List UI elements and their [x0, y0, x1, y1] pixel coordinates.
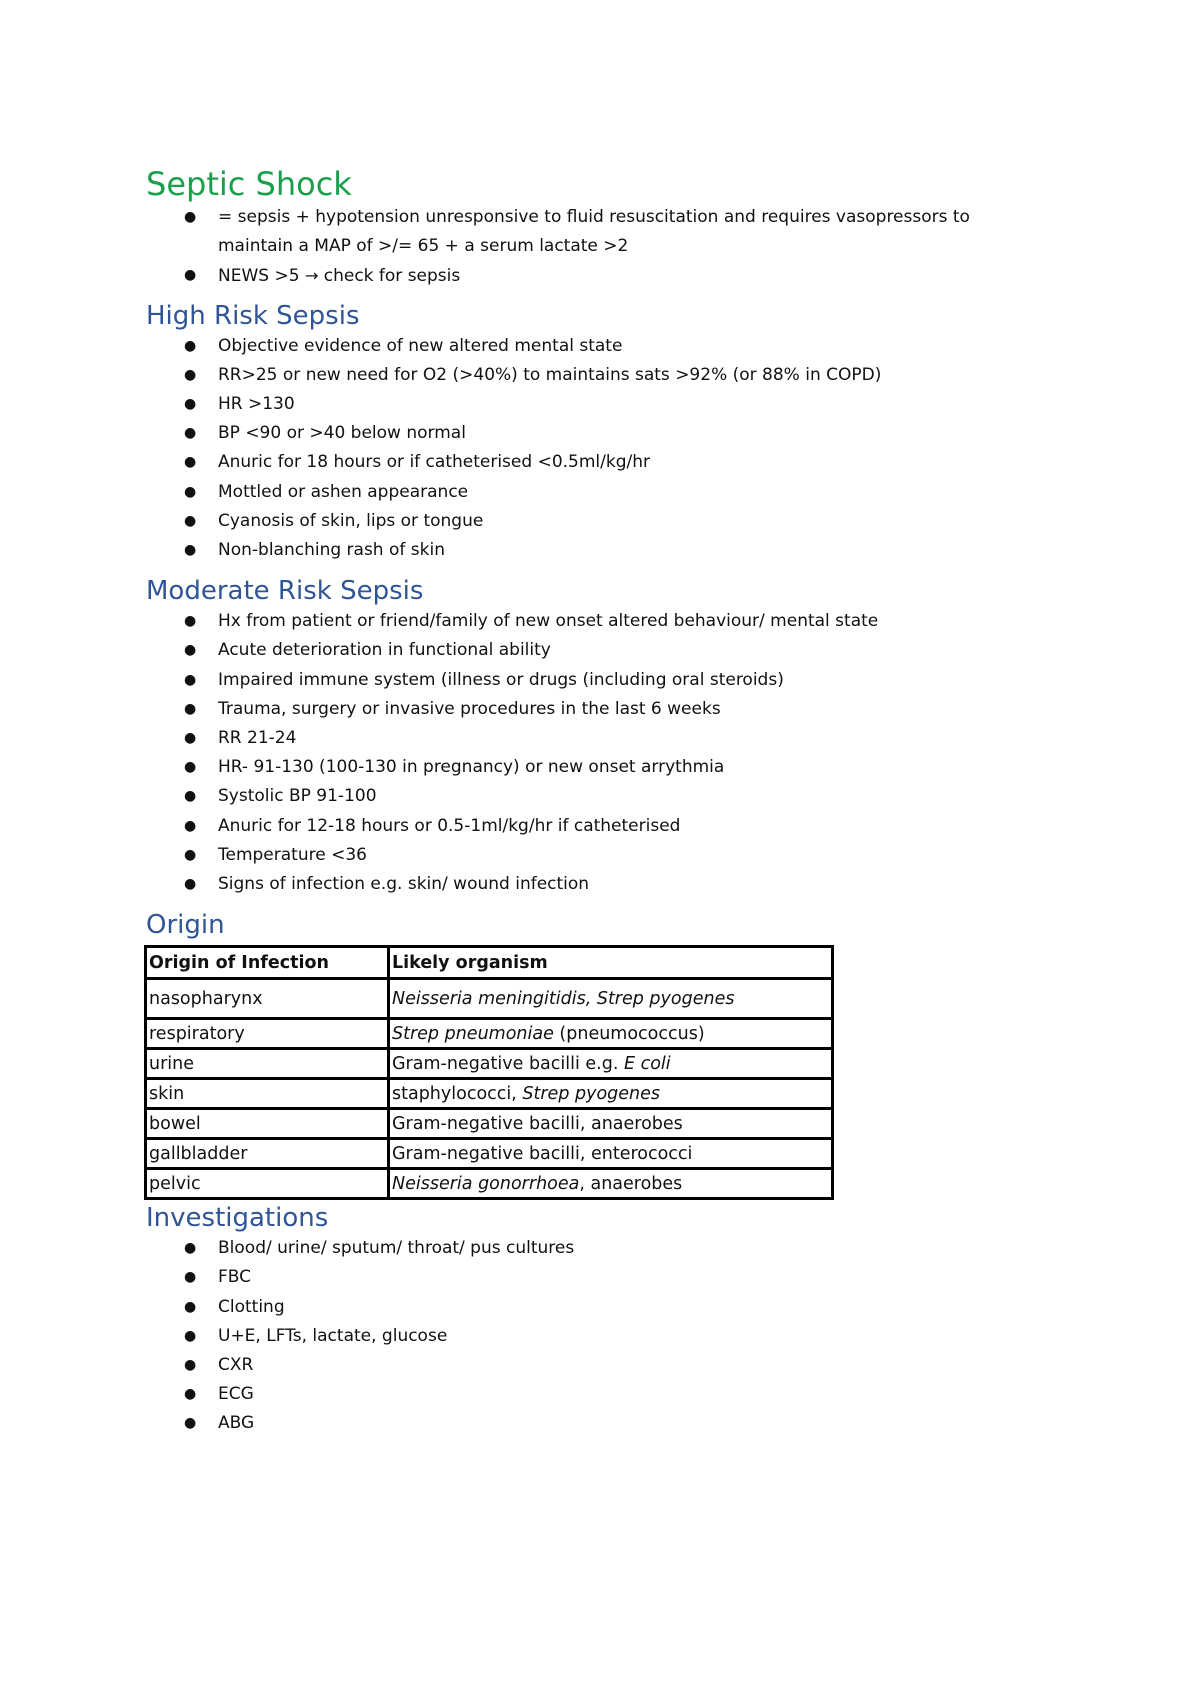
investigations-list: [146, 1234, 1076, 1438]
organism-italic: Strep pneumoniae: [392, 1023, 554, 1044]
list-item-text: Systolic BP 91-100: [218, 786, 377, 807]
list-item-text: U+E, LFTs, lactate, glucose: [218, 1325, 448, 1346]
organism-text: , anaerobes: [579, 1173, 683, 1194]
bullet-icon: ●: [184, 454, 197, 471]
list-item-text: Acute deterioration in functional ability: [218, 640, 551, 661]
origin-cell: bowel: [146, 1109, 389, 1139]
list-item: [146, 1409, 1076, 1438]
bullet-icon: ●: [184, 671, 197, 688]
list-item: [146, 507, 1076, 536]
list-item-text: Hx from patient or friend/family of new onset altered behaviour/ mental state: [218, 611, 879, 632]
list-item-text: CXR: [218, 1355, 254, 1376]
list-item: [146, 536, 1076, 565]
organism-cell: [389, 1169, 833, 1199]
list-item: [146, 1234, 1076, 1263]
organism-cell: [389, 1079, 833, 1109]
list-item: [146, 448, 1076, 477]
table-header-row: [146, 947, 833, 979]
organism-text: Gram-negative bacilli, anaerobes: [392, 1113, 683, 1134]
bullet-icon: ●: [184, 267, 197, 284]
list-item: [146, 361, 1076, 390]
list-item: [146, 1322, 1076, 1351]
list-item: [146, 203, 1076, 232]
list-item: [146, 1293, 1076, 1322]
list-item-text: Clotting: [218, 1296, 285, 1317]
list-item-text: Blood/ urine/ sputum/ throat/ pus cultures: [218, 1238, 575, 1259]
list-item: [146, 695, 1076, 724]
right-arrow-icon: →: [304, 266, 319, 286]
bullet-icon: ●: [184, 1327, 197, 1344]
table-row: [146, 979, 833, 1019]
list-item: [146, 724, 1076, 753]
column-header-organism: Likely organism: [389, 947, 833, 979]
bullet-icon: ●: [184, 817, 197, 834]
list-item: [146, 1351, 1076, 1380]
list-item-text: HR- 91-130 (100-130 in pregnancy) or new onset arrythmia: [218, 757, 725, 778]
list-item-text: = sepsis + hypotension unresponsive to fluid resuscitation and requires vasopressors to: [218, 207, 970, 227]
bullet-icon: ●: [184, 425, 197, 442]
origin-cell: pelvic: [146, 1169, 389, 1199]
list-item-text: maintain a MAP of >/= 65 + a serum lactate >2: [218, 236, 629, 257]
list-item-text: Anuric for 12-18 hours or 0.5-1ml/kg/hr if catheterised: [218, 815, 681, 836]
list-item-continuation: [146, 232, 1076, 261]
origin-cell: urine: [146, 1049, 389, 1079]
organism-italic: Neisseria meningitidis, Strep pyogenes: [392, 988, 735, 1009]
organism-italic: Neisseria gonorrhoea: [392, 1173, 580, 1194]
organism-text: Gram-negative bacilli, enterococci: [392, 1143, 693, 1164]
bullet-icon: ●: [184, 1357, 197, 1374]
organism-text: staphylococci,: [392, 1083, 523, 1104]
list-item-text: Cyanosis of skin, lips or tongue: [218, 510, 484, 531]
list-item: [146, 870, 1076, 899]
section-heading-moderate-risk: Moderate Risk Sepsis: [146, 576, 424, 607]
origin-cell: respiratory: [146, 1019, 389, 1049]
document-page: [146, 165, 1076, 1439]
section-heading-investigations: Investigations: [146, 1203, 329, 1234]
section-heading-high-risk: High Risk Sepsis: [146, 300, 360, 331]
bullet-icon: ●: [184, 337, 197, 354]
list-item: [146, 390, 1076, 419]
list-item: [146, 607, 1076, 636]
bullet-icon: ●: [184, 542, 197, 559]
bullet-icon: ●: [184, 1415, 197, 1432]
list-item-text: BP <90 or >40 below normal: [218, 423, 466, 444]
bullet-icon: ●: [184, 209, 197, 225]
origin-table: [144, 945, 834, 1200]
organism-cell: [389, 1109, 833, 1139]
list-item-text: Signs of infection e.g. skin/ wound infection: [218, 874, 590, 895]
organism-cell: [389, 1139, 833, 1169]
high-risk-list: [146, 332, 1076, 566]
table-row: [146, 1079, 833, 1109]
list-item-text: ECG: [218, 1384, 254, 1405]
bullet-icon: ●: [184, 613, 197, 630]
list-item-text: Objective evidence of new altered mental state: [218, 335, 623, 356]
bullet-icon: ●: [184, 483, 197, 500]
bullet-icon: ●: [184, 396, 197, 413]
organism-italic: Strep pyogenes: [522, 1083, 661, 1104]
page-title: Septic Shock: [146, 165, 352, 203]
moderate-risk-list: [146, 607, 1076, 899]
list-item-text: Impaired immune system (illness or drugs (including oral steroids): [218, 669, 784, 690]
list-item: [146, 782, 1076, 811]
list-item-text: RR 21-24: [218, 728, 297, 749]
table-row: [146, 1019, 833, 1049]
column-header-origin: Origin of Infection: [146, 947, 389, 979]
list-item: [146, 261, 1076, 291]
table-row: [146, 1139, 833, 1169]
list-item: [146, 753, 1076, 782]
organism-cell: [389, 1019, 833, 1049]
bullet-icon: ●: [184, 730, 197, 747]
list-item-text: Temperature <36: [218, 844, 367, 865]
bullet-icon: ●: [184, 700, 197, 717]
list-item: [146, 332, 1076, 361]
list-item: [146, 841, 1076, 870]
origin-cell: skin: [146, 1079, 389, 1109]
bullet-icon: ●: [184, 512, 197, 529]
bullet-icon: ●: [184, 642, 197, 659]
organism-cell: [389, 979, 833, 1019]
organism-text: (pneumococcus): [553, 1023, 705, 1044]
bullet-icon: ●: [184, 846, 197, 863]
list-item: [146, 1263, 1076, 1292]
bullet-icon: ●: [184, 876, 197, 893]
list-item-text: Mottled or ashen appearance: [218, 481, 469, 502]
list-item-text: RR>25 or new need for O2 (>40%) to maintains sats >92% (or 88% in COPD): [218, 364, 882, 385]
bullet-icon: ●: [184, 788, 197, 805]
table-row: [146, 1109, 833, 1139]
bullet-icon: ●: [184, 1386, 197, 1403]
origin-cell: nasopharynx: [146, 979, 389, 1019]
origin-cell: gallbladder: [146, 1139, 389, 1169]
organism-italic: E coli: [623, 1053, 671, 1074]
list-item: [146, 812, 1076, 841]
bullet-icon: ●: [184, 1269, 197, 1286]
list-item: [146, 666, 1076, 695]
list-item-text: FBC: [218, 1267, 252, 1288]
table-row: [146, 1169, 833, 1199]
list-item: [146, 478, 1076, 507]
bullet-icon: ●: [184, 366, 197, 383]
bullet-icon: ●: [184, 759, 197, 776]
list-item-text: ABG: [218, 1413, 255, 1434]
organism-text: Gram-negative bacilli e.g.: [392, 1053, 624, 1074]
septic-shock-list: [146, 203, 1076, 292]
list-item-text: NEWS >5: [218, 266, 300, 287]
list-item: [146, 419, 1076, 448]
organism-cell: [389, 1049, 833, 1079]
bullet-icon: ●: [184, 1298, 197, 1315]
list-item-text: Trauma, surgery or invasive procedures in the last 6 weeks: [218, 698, 721, 719]
table-row: [146, 1049, 833, 1079]
list-item-text: HR >130: [218, 394, 295, 415]
list-item-text: Non-blanching rash of skin: [218, 540, 445, 561]
section-heading-origin: Origin: [146, 910, 225, 941]
list-item-text: Anuric for 18 hours or if catheterised <0.5ml/kg/hr: [218, 452, 650, 473]
list-item-text: check for sepsis: [323, 266, 461, 287]
list-item: [146, 1380, 1076, 1409]
list-item: [146, 636, 1076, 665]
bullet-icon: ●: [184, 1240, 197, 1257]
